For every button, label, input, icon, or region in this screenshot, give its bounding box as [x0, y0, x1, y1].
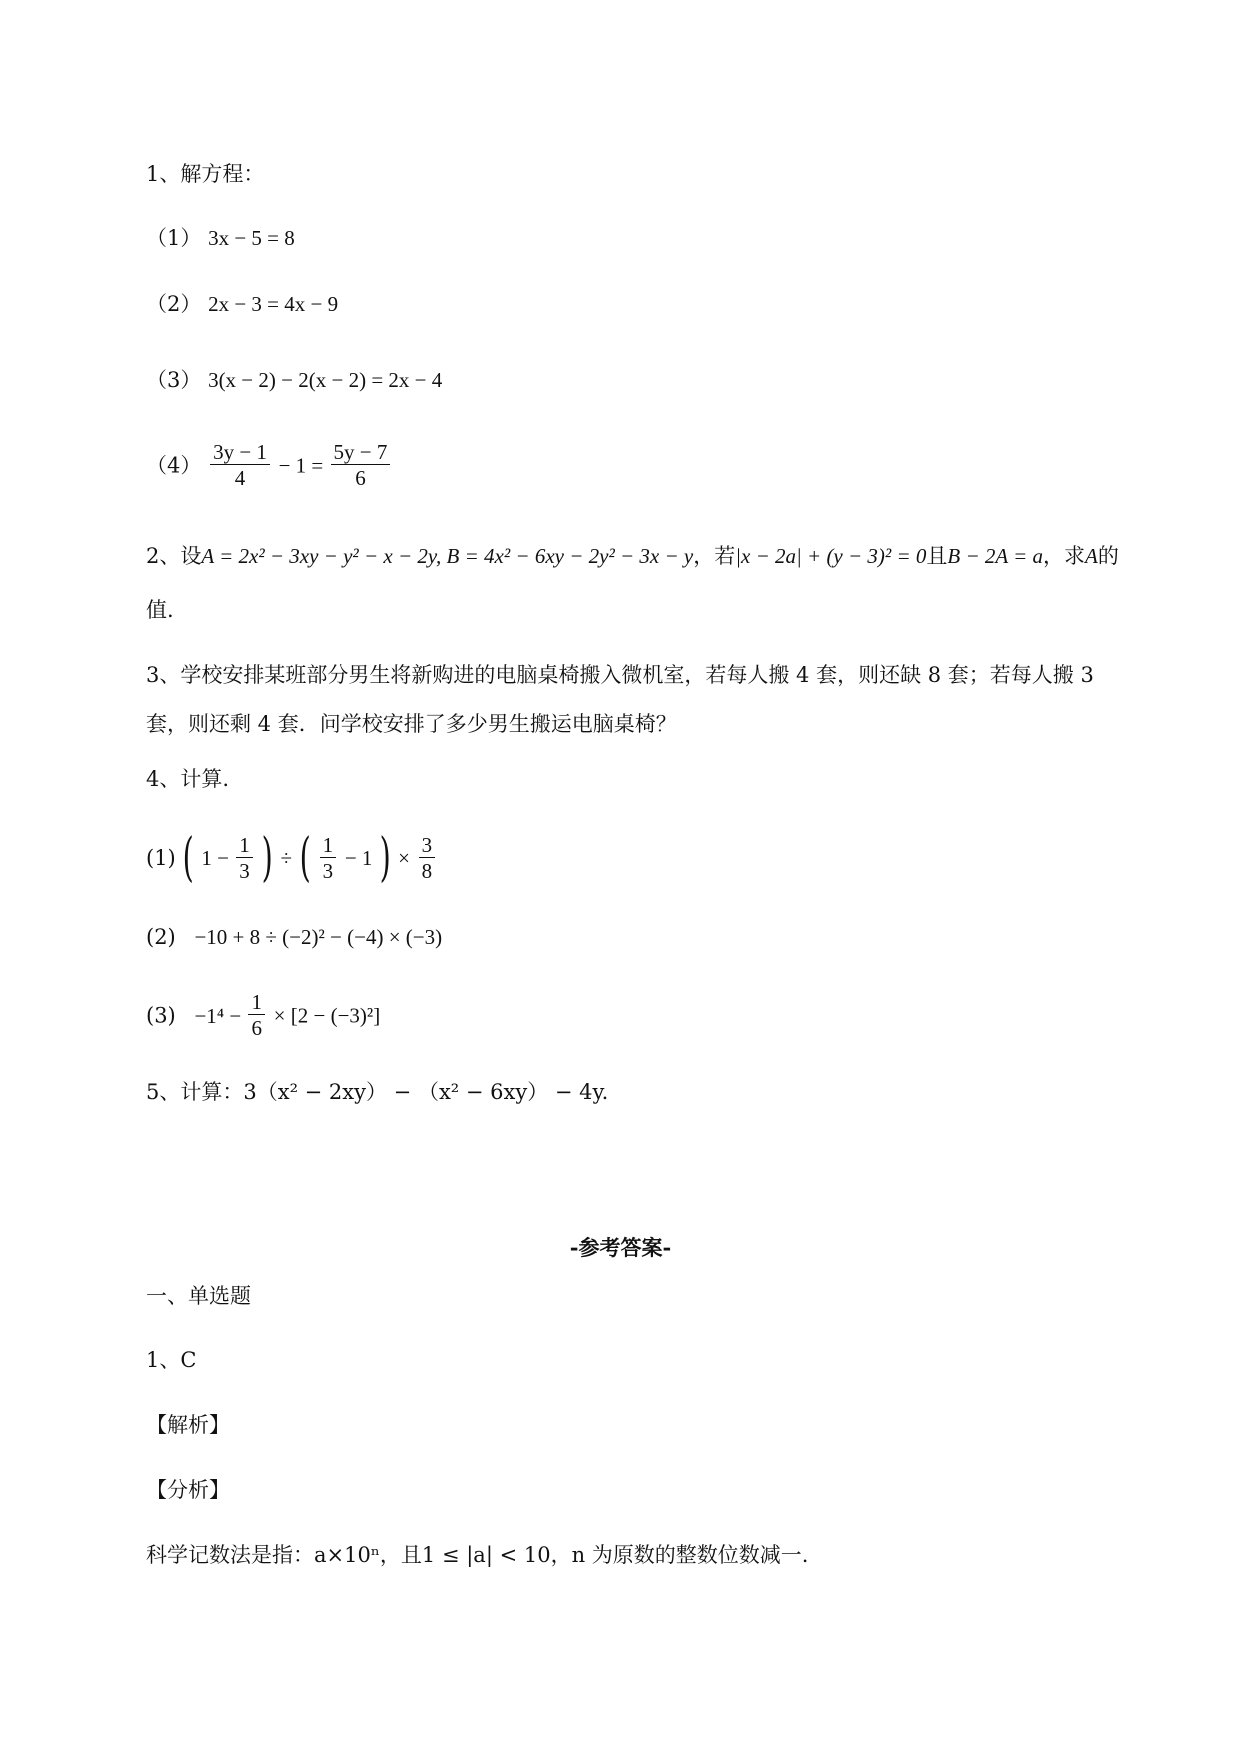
q1-part1 — [146, 224, 295, 252]
left-paren-icon: ( — [183, 828, 195, 888]
q1-part4-frac2-num: 5y − 7 — [331, 440, 391, 465]
answers-fenxi: 【分析】 — [146, 1478, 230, 1502]
q1-part4-frac2 — [331, 440, 391, 491]
q1-part4-frac1-den: 4 — [234, 466, 246, 490]
answers-item1: 1、C — [146, 1348, 197, 1372]
right-paren-icon: ) — [262, 828, 274, 888]
q4-part1-div: ÷ — [280, 846, 292, 870]
q2-text-c: 且 — [926, 544, 948, 568]
q2-text-d: ，求 — [1043, 544, 1086, 568]
q4-part1-label: (1) — [146, 846, 176, 870]
answers-note: 科学记数法是指：a×10ⁿ，且1 ≤ |a| < 10，n 为原数的整数位数减一. — [146, 1543, 809, 1567]
q4-part3-frac — [248, 990, 265, 1041]
q4-part1-frac3 — [419, 833, 436, 884]
q1-part4 — [146, 440, 392, 491]
q4-part1-frac3-den: 8 — [421, 858, 433, 883]
q3-line1: 3、学校安排某班部分男生将新购进的电脑桌椅搬入微机室，若每人搬 4 套，则还缺 8 套；若每人搬 3 — [146, 663, 1094, 687]
q4-part3-b: × [2 − (−3)²] — [273, 1003, 381, 1028]
q1-part4-frac2-den: 6 — [355, 466, 366, 490]
q1-part2-label: （2） — [146, 292, 202, 316]
q2-text-b: ，若 — [693, 544, 736, 568]
q4-part1-frac2 — [320, 833, 337, 884]
q2-math-condition: |x − 2a| + (y − 3)² = 0 — [735, 544, 927, 568]
q1-part4-frac1 — [210, 440, 270, 491]
q1-part3-label: （3） — [146, 368, 202, 392]
q4-part2-expr: −10 + 8 ÷ (−2)² − (−4) × (−3) — [194, 925, 443, 949]
q4-part2-label: (2) — [146, 925, 176, 949]
q1-part3 — [146, 366, 442, 394]
q1-title: 1、解方程： — [146, 162, 265, 186]
q1-part4-label: （4） — [146, 453, 202, 478]
q4-part2 — [146, 923, 442, 951]
q4-part3 — [146, 990, 380, 1041]
q2-math-relation: B − 2A = a — [947, 544, 1044, 568]
q4-part3-label: (3) — [146, 1003, 176, 1028]
q4-part3-frac-num: 1 — [248, 990, 265, 1015]
q4-part1 — [146, 828, 437, 888]
q4-part1-frac1 — [236, 833, 253, 884]
q4-part1-b: − 1 — [344, 846, 373, 870]
q4-part1-frac1-num: 1 — [236, 833, 253, 858]
q1-part2-expr: 2x − 3 = 4x − 9 — [208, 292, 339, 316]
q1-part4-mid: − 1 = — [278, 453, 329, 478]
q1-part1-expr: 3x − 5 = 8 — [208, 226, 295, 250]
q1-part1-label: （1） — [146, 226, 202, 250]
q4-part3-a: −1⁴ − — [194, 1003, 247, 1028]
q4-part1-times: × — [398, 846, 410, 870]
answers-heading: -参考答案- — [569, 1235, 672, 1260]
q1-part3-expr: 3(x − 2) − 2(x − 2) = 2x − 4 — [208, 368, 443, 392]
q4-part1-frac2-num: 1 — [320, 833, 337, 858]
q1-part2 — [146, 290, 338, 318]
q2-math-ab: A = 2x² − 3xy − y² − x − 2y, B = 4x² − 6xy − 2y² − 3x − y — [201, 544, 694, 568]
q5-text: 5、计算：3（x² − 2xy） − （x² − 6xy） − 4y. — [146, 1080, 609, 1104]
q2-line1 — [146, 542, 1119, 570]
q1-part4-frac1-num: 3y − 1 — [210, 440, 270, 465]
q4-part1-a: 1 − — [201, 846, 235, 870]
q2-math-a: A — [1085, 544, 1098, 568]
q2-text-a: 2、设 — [146, 544, 202, 568]
q4-title: 4、计算. — [146, 767, 230, 791]
left-paren-icon: ( — [299, 828, 311, 888]
q4-part1-frac2-den: 3 — [322, 858, 334, 883]
q4-part1-frac3-num: 3 — [419, 833, 436, 858]
q4-part1-frac1-den: 3 — [239, 858, 250, 883]
answers-jiexi: 【解析】 — [146, 1413, 230, 1437]
q2-text-e: 的 — [1097, 544, 1119, 568]
q2-line2: 值. — [146, 598, 174, 622]
answers-section: 一、单选题 — [146, 1284, 251, 1308]
q4-part3-frac-den: 6 — [251, 1016, 262, 1040]
q3-line2: 套，则还剩 4 套．问学校安排了多少男生搬运电脑桌椅？ — [146, 712, 677, 736]
right-paren-icon: ) — [379, 828, 391, 888]
